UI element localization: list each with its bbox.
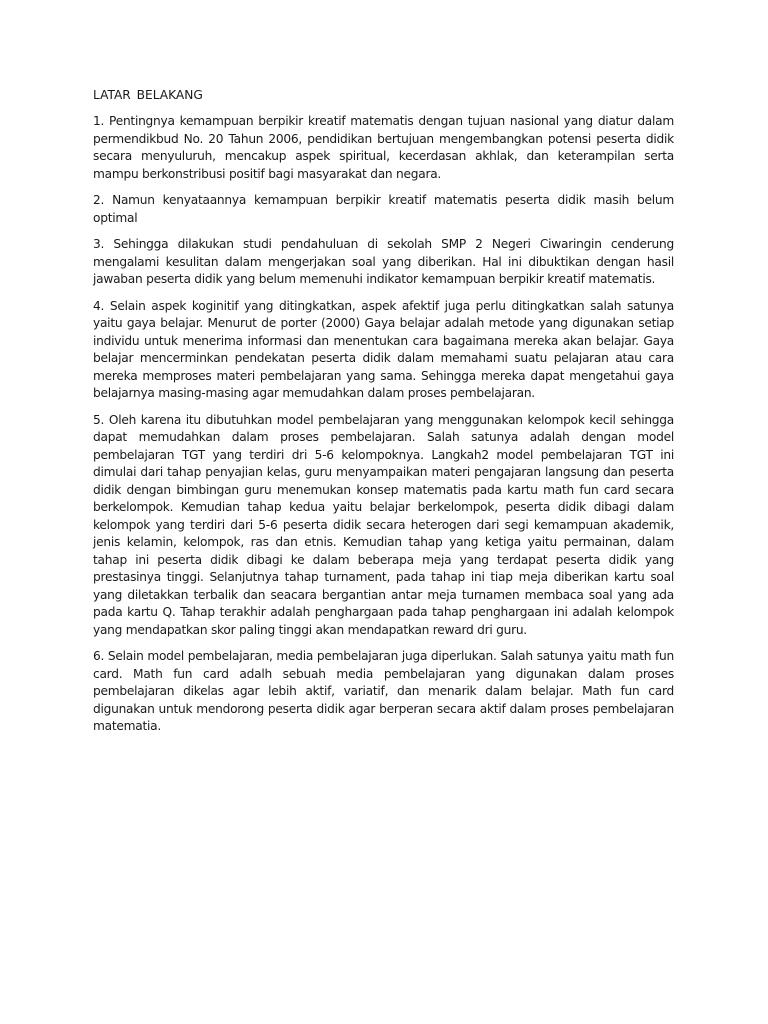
paragraph-4: 4. Selain aspek koginitif yang ditingkatkan, aspek afektif juga perlu ditingkatkan salah satunya yaitu gaya belajar. Menurut de porter (2000) Gaya belajar adalah metode yang digunakan setiap individu untuk menerima informasi dan menentukan cara bagaimana mereka akan belajar. Gaya belajar mencerminkan pendekatan peserta didik dalam memahami suatu pelajaran atau cara mereka memproses materi pembelajaran yang sama. Sehingga mereka dapat mengetahui gaya belajarnya masing-masing agar memudahkan dalam proses pembelajaran. — [93, 298, 674, 400]
paragraph-1: 1. Pentingnya kemampuan berpikir kreatif matematis dengan tujuan nasional yang diatur dalam permendikbud No. 20 Tahun 2006, pendidikan bertujuan mengembangkan potensi peserta didik secara menyuluruh, mencakup aspek spiritual, kecerdasan akhlak, dan keterampilan serta mampu berkonstribusi positif bagi masyarakat dan negara. — [93, 114, 674, 181]
paragraph-5: 5. Oleh karena itu dibutuhkan model pembelajaran yang menggunakan kelompok kecil sehingga dapat memudahkan dalam proses pembelajaran. Salah satunya adalah dengan model pembelajaran TGT yang terdiri dri 5-6 kelompoknya. Langkah2 model pembelajaran TGT ini dimulai dari tahap penyajian kelas, guru menyampaikan materi pengajaran langsung dan peserta didik dengan bimbingan guru menemukan konsep matematis pada kartu math fun card secara berkelompok. Kemudian tahap kedua yaitu belajar berkelompok, peserta didik dibagi dalam kelompok yang terdiri dari 5-6 peserta didik secara heterogen dari segi kemampuan akademik, jenis kelamin, kelompok, ras dan etnis. Kemudian tahap yang ketiga yaitu permainan, dalam tahap ini peserta didik dibagi ke dalam beberapa meja yang terdapat peserta didik yang prestasinya tinggi. Selanjutnya tahap turnament, pada tahap ini tiap meja diberikan kartu soal yang diletakkan terbalik dan seacara bergantian antar meja turnamen membaca soal yang ada pada kartu Q. Tahap terakhir adalah penghargaan pada tahap penghargaan ini adalah kelompok yang mendapatkan skor paling tinggi akan mendapatkan reward dri guru. — [93, 412, 674, 637]
document-heading: LATAR BELAKANG — [93, 88, 203, 102]
paragraph-3: 3. Sehingga dilakukan studi pendahuluan di sekolah SMP 2 Negeri Ciwaringin cenderung mengalami kesulitan dalam mengerjakan soal yang diberikan. Hal ini dibuktikan dengan hasil jawaban peserta didik yang belum memenuhi indikator kemampuan berpikir kreatif matematis. — [93, 237, 674, 286]
paragraph-6: 6. Selain model pembelajaran, media pembelajaran juga diperlukan. Salah satunya yaitu math fun card. Math fun card adalh sebuah media pembelajaran yang digunakan dalam proses pembelajaran dikelas agar lebih aktif, variatif, dan menarik dalam belajar. Math fun card digunakan untuk mendorong peserta didik agar berperan secara aktif dalam proses pembelajaran matematia. — [93, 649, 674, 733]
document-page — [93, 86, 674, 745]
paragraph-2: 2. Namun kenyataannya kemampuan berpikir kreatif matematis peserta didik masih belum optimal — [93, 193, 674, 225]
